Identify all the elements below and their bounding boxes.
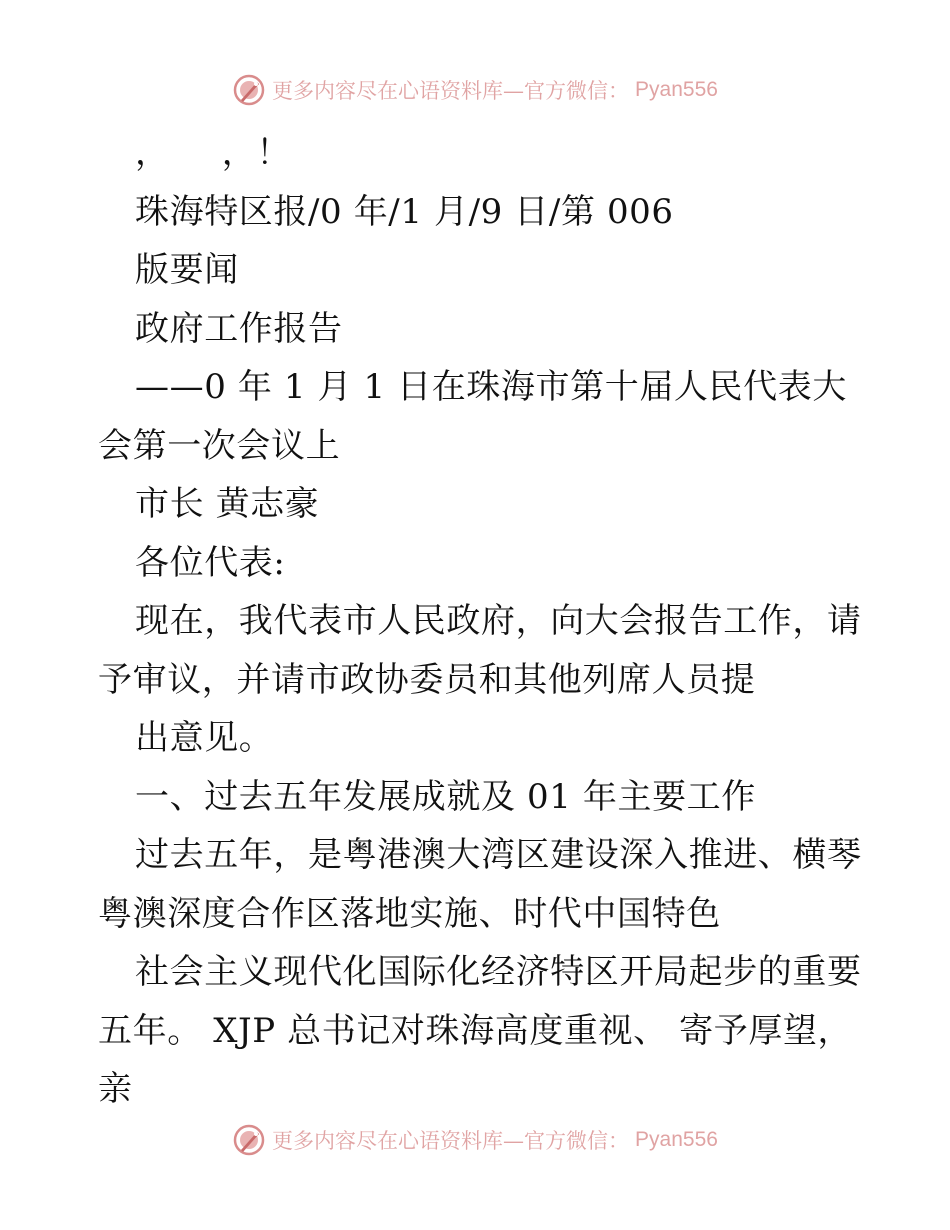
text-line: 粤澳深度合作区落地实施、时代中国特色 [98, 893, 721, 934]
text-line: ——0 年 1 月 1 日在珠海市第十届人民代表大 [135, 367, 847, 407]
text-line: 各位代表: [135, 542, 286, 583]
header-watermark [0, 70, 950, 110]
text-line: 会第一次会议上 [98, 425, 341, 466]
watermark-text: 更多内容尽在心语资料库—官方微信： [272, 79, 630, 103]
text-line: 珠海特区报/0 年/1 月/9 日/第 006 [135, 191, 674, 232]
text-line: 出意见。 [135, 718, 274, 758]
pen-nib-logo-icon [232, 73, 266, 107]
text-line: 五年。 XJP 总书记对珠海高度重视、 寄予厚望， [98, 1010, 853, 1051]
document-body [98, 124, 862, 1119]
text-line: 市长 黄志豪 [135, 484, 320, 524]
watermark-account: Pyan556 [635, 78, 718, 101]
text-line: 一、过去五年发展成就及 01 年主要工作 [135, 776, 756, 817]
text-line: 予审议，并请市政协委员和其他列席人员提 [98, 659, 756, 700]
text-line: 政府工作报告 [135, 308, 343, 349]
text-line: 亲 [98, 1069, 133, 1109]
pen-nib-logo-icon [232, 1123, 266, 1157]
footer-watermark [0, 1120, 950, 1160]
text-line: 版要闻 [135, 250, 239, 290]
text-line: ， ，！ [135, 133, 291, 173]
text-line: 社会主义现代化国际化经济特区开局起步的重要 [135, 952, 862, 992]
watermark-text: 更多内容尽在心语资料库—官方微信： [272, 1129, 630, 1153]
text-line: 现在，我代表市人民政府，向大会报告工作，请 [135, 601, 862, 641]
watermark-account: Pyan556 [635, 1128, 718, 1151]
text-line: 过去五年，是粤港澳大湾区建设深入推进、横琴 [135, 835, 862, 875]
